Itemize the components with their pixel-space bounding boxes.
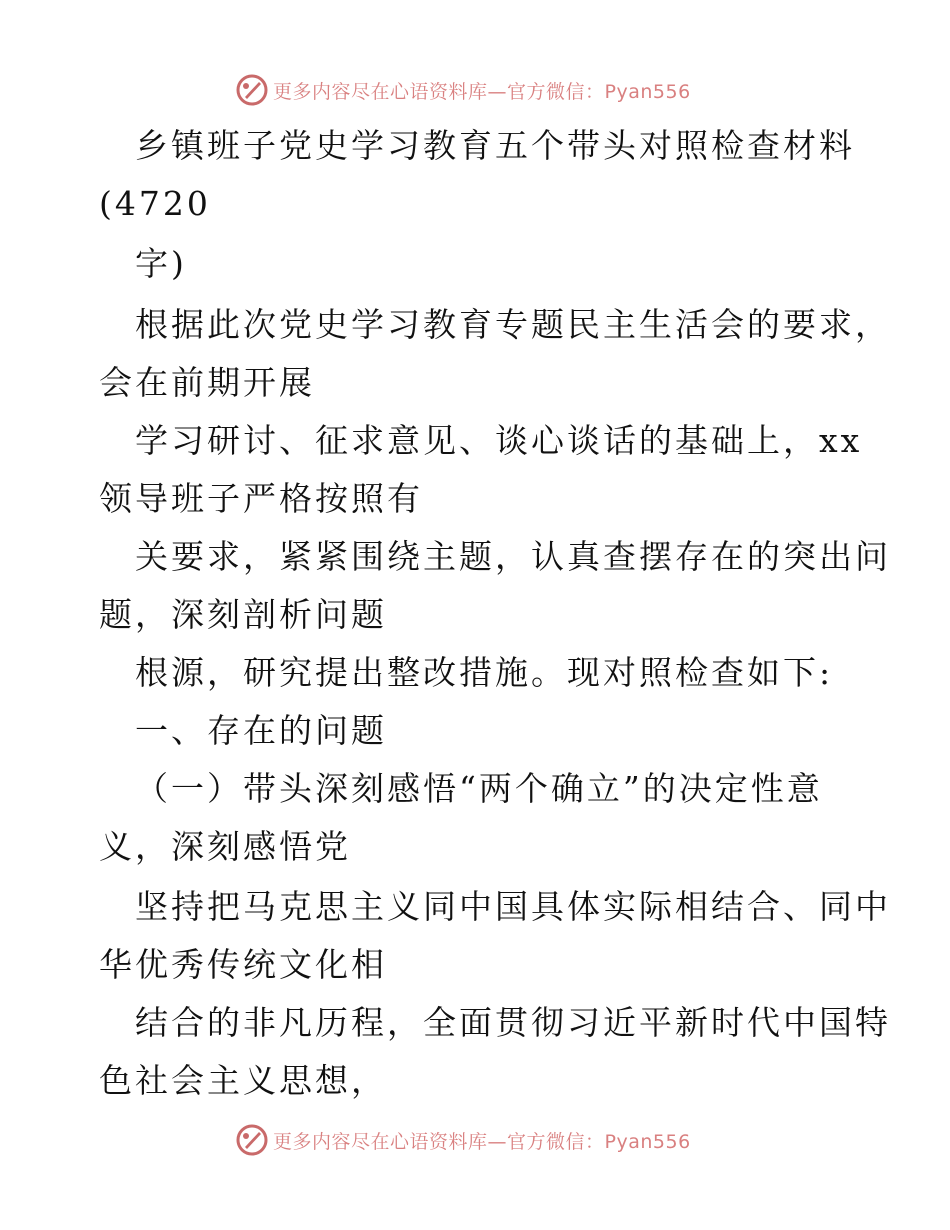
paragraph-line: 学习研讨、征求意见、谈心谈话的基础上，xx <box>135 421 863 460</box>
section-heading: 一、存在的问题 <box>135 711 387 750</box>
quill-logo-icon <box>235 1123 269 1157</box>
paragraph-line: 题，深刻剖析问题 <box>99 595 387 634</box>
watermark-text: 更多内容尽在心语资料库—官方微信：Pyan556 <box>273 1130 691 1153</box>
paragraph-line: 义，深刻感悟党 <box>99 827 351 866</box>
document-title-wordcount: (4720 <box>99 184 211 223</box>
paragraph-line: 关要求，紧紧围绕主题，认真查摆存在的突出问 <box>135 537 891 576</box>
document-title: 乡镇班子党史学习教育五个带头对照检查材料 <box>135 126 855 165</box>
paragraph-line: 华优秀传统文化相 <box>99 945 387 984</box>
paragraph-line: 色社会主义思想， <box>99 1061 387 1100</box>
watermark-text: 更多内容尽在心语资料库—官方微信：Pyan556 <box>273 80 691 103</box>
paragraph-line: 根源，研究提出整改措施。现对照检查如下: <box>135 653 834 692</box>
subsection-heading: （一）带头深刻感悟“两个确立”的决定性意 <box>135 769 823 808</box>
document-title-wordcount-end: 字) <box>135 244 187 283</box>
paragraph-line: 根据此次党史学习教育专题民主生活会的要求， <box>135 305 891 344</box>
paragraph-line: 会在前期开展 <box>99 363 315 402</box>
watermark-footer <box>235 1122 715 1158</box>
paragraph-line: 领导班子严格按照有 <box>99 479 423 518</box>
paragraph-line: 坚持把马克思主义同中国具体实际相结合、同中 <box>135 887 891 926</box>
paragraph-line: 结合的非凡历程，全面贯彻习近平新时代中国特 <box>135 1003 891 1042</box>
